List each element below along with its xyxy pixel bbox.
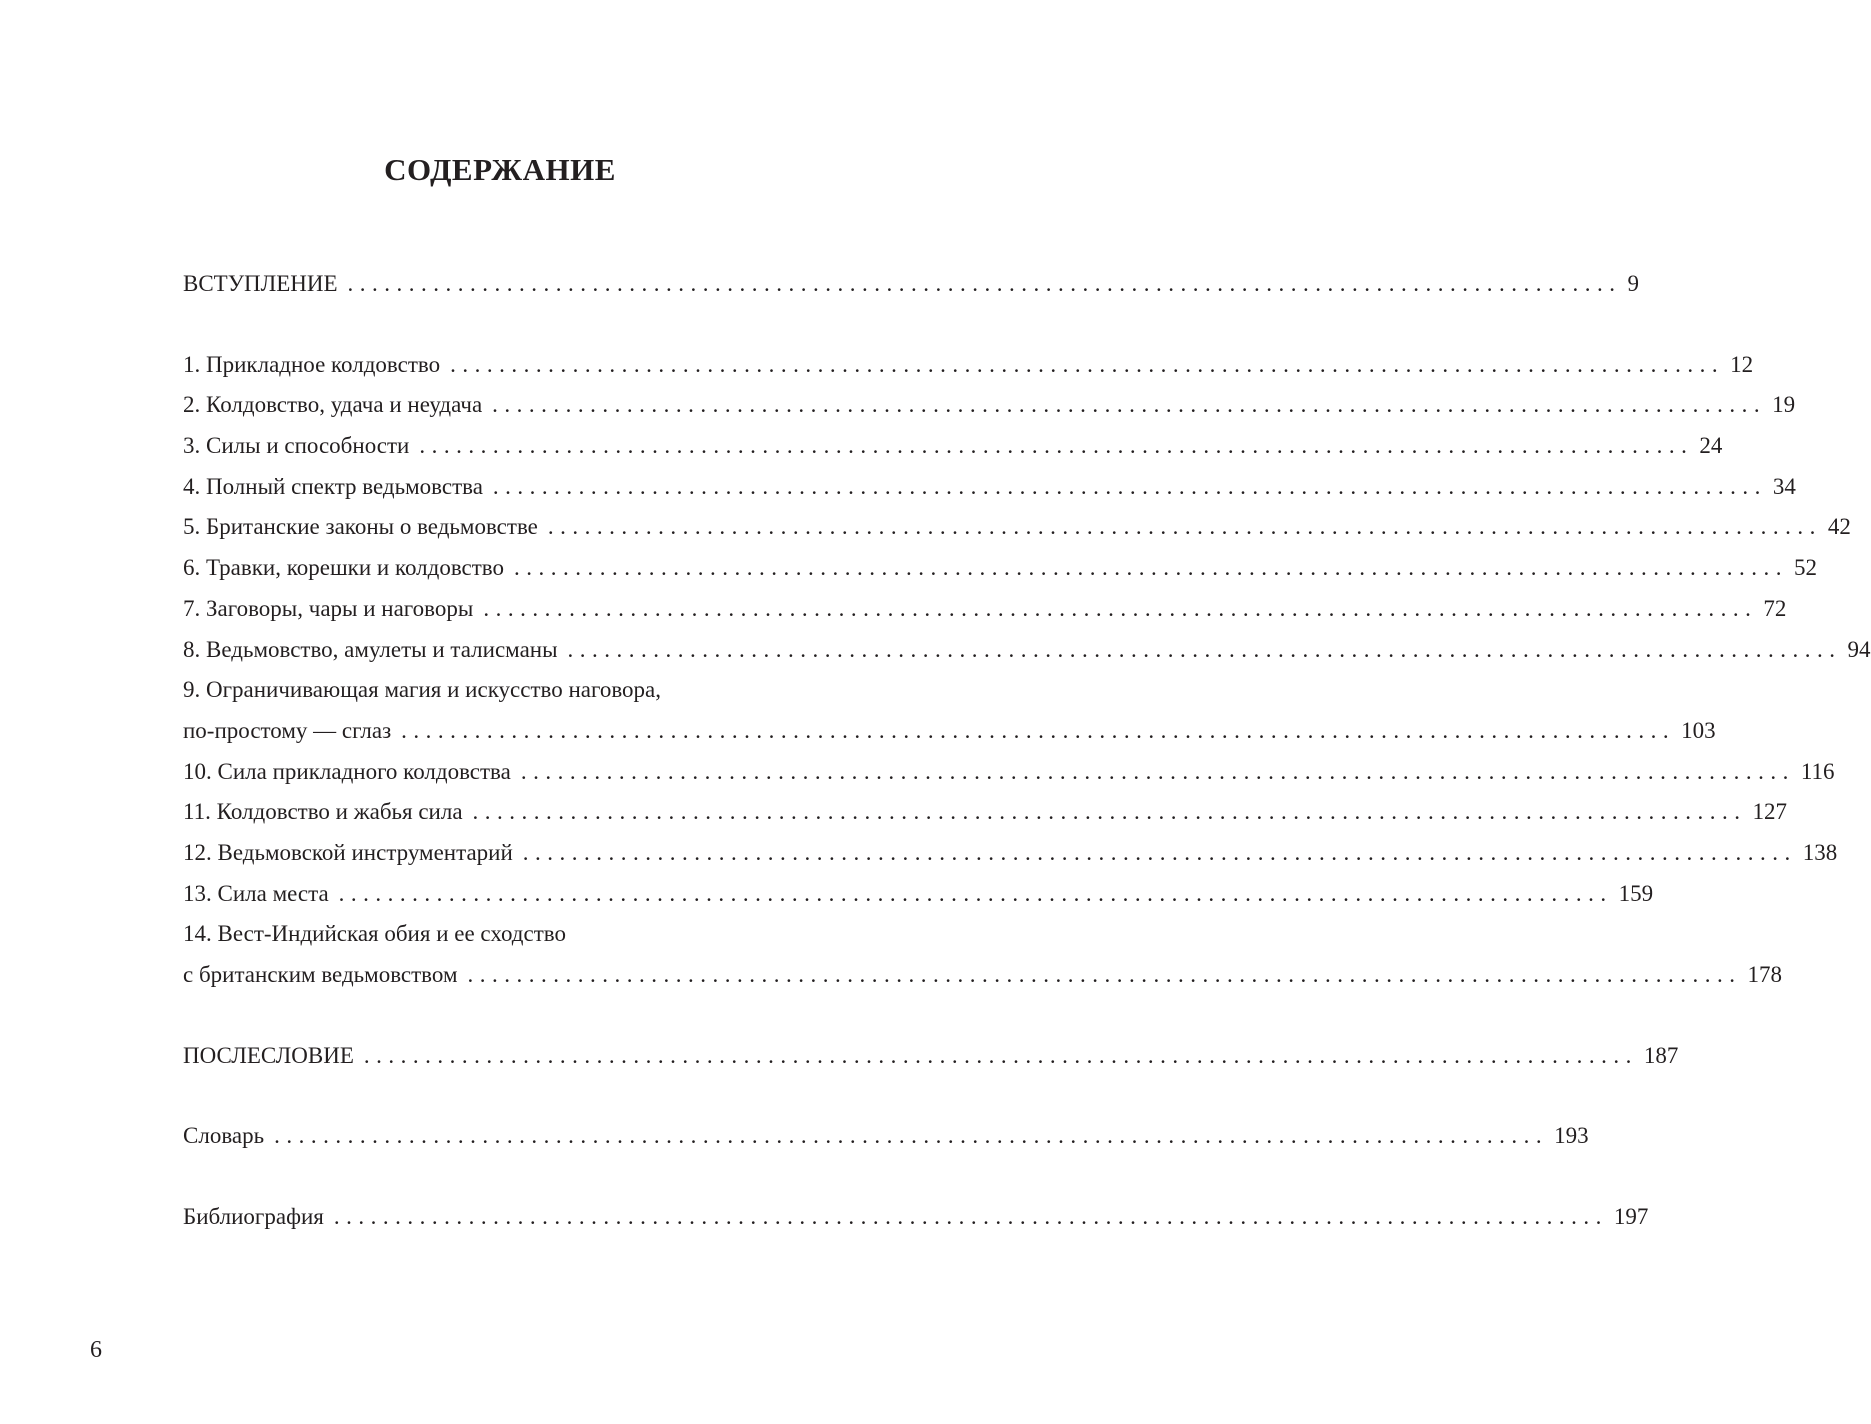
- dot-leader: ........................................................................................................: [492, 392, 1767, 418]
- toc-page-number: 9: [1627, 271, 1640, 296]
- toc-entry-title: по-простому — сглаз: [183, 717, 392, 743]
- page-title: СОДЕРЖАНИЕ: [384, 152, 616, 187]
- toc-entry-title: 3. Силы и способности: [183, 433, 410, 459]
- toc-page-number: 159: [1618, 880, 1654, 906]
- dot-leader: ........................................................................................................: [483, 595, 1758, 621]
- dot-leader: ........................................................................................................: [472, 799, 1747, 825]
- toc-entry-chapter-4[interactable]: [183, 467, 1796, 508]
- toc-entry-title: 13. Сила места: [183, 880, 329, 906]
- toc-entry-afterword[interactable]: [183, 1036, 1679, 1077]
- table-of-contents: [183, 264, 1871, 1238]
- toc-page-number: 94: [1847, 636, 1871, 662]
- toc-entry-title: 11. Колдовство и жабья сила: [183, 799, 463, 825]
- toc-entry-title: 1. Прикладное колдовство: [183, 351, 441, 377]
- dot-leader: ........................................................................................................: [520, 758, 1795, 784]
- page-number-folio: 6: [90, 1337, 102, 1363]
- toc-entry-chapter-6[interactable]: [183, 548, 1818, 589]
- toc-entry-chapter-10[interactable]: [183, 752, 1835, 793]
- toc-entry-chapter-9[interactable]: [183, 711, 1716, 752]
- toc-entry-title: 2. Колдовство, удача и неудача: [183, 392, 483, 418]
- toc-entry-title: 7. Заговоры, чары и наговоры: [183, 595, 474, 621]
- dot-leader: ........................................................................................................: [514, 555, 1789, 581]
- toc-page-number: 197: [1613, 1204, 1649, 1230]
- toc-entry-title: 10. Сила прикладного колдовства: [183, 758, 511, 784]
- toc-entry-chapter-11[interactable]: [183, 792, 1788, 833]
- dot-leader: ........................................................................................................: [401, 717, 1676, 743]
- dot-leader: ........................................................................................................: [338, 880, 1613, 906]
- dot-leader: ........................................................................................................: [363, 1042, 1638, 1068]
- toc-entry-chapter-9-line1[interactable]: 9. Ограничивающая магия и искусство наговора,: [183, 677, 662, 703]
- toc-page-number: 193: [1554, 1123, 1589, 1149]
- toc-page-number: 116: [1800, 758, 1835, 784]
- toc-entry-chapter-2[interactable]: [183, 385, 1796, 426]
- dot-leader: ........................................................................................................: [492, 473, 1767, 499]
- toc-page-number: 24: [1699, 433, 1723, 459]
- toc-page-number: 178: [1747, 962, 1782, 987]
- toc-entry-chapter-12[interactable]: [183, 833, 1838, 874]
- toc-entry-title: 12. Ведьмовской инструментарий: [183, 839, 513, 865]
- toc-page-number: 187: [1643, 1042, 1679, 1068]
- toc-page-number: 34: [1772, 473, 1796, 499]
- toc-page-number: 103: [1681, 717, 1716, 743]
- toc-entry-chapter-1[interactable]: [183, 345, 1754, 386]
- dot-leader: ........................................................................................................: [419, 433, 1694, 459]
- toc-entry-chapter-14[interactable]: [183, 955, 1782, 996]
- dot-leader: ........................................................................................................: [567, 636, 1842, 662]
- toc-entry-title: Словарь: [183, 1123, 265, 1149]
- toc-entry-title: 5. Британские законы о ведьмовстве: [183, 514, 538, 540]
- toc-page-number: 12: [1730, 351, 1754, 377]
- toc-page-number: 52: [1794, 555, 1818, 581]
- toc-page-number: 127: [1752, 799, 1788, 825]
- toc-entry-chapter-7[interactable]: [183, 589, 1787, 630]
- toc-entry-title: ПОСЛЕСЛОВИЕ: [183, 1042, 354, 1068]
- toc-entry-chapter-8[interactable]: [183, 630, 1871, 671]
- toc-entry-title: ВСТУПЛЕНИЕ: [183, 271, 338, 296]
- dot-leader: ........................................................................................................: [450, 351, 1725, 377]
- toc-entry-bibliography[interactable]: [183, 1197, 1649, 1238]
- dot-leader: ........................................................................................................: [547, 514, 1822, 540]
- toc-entry-chapter-5[interactable]: [183, 507, 1851, 548]
- toc-entry-chapter-14-line1[interactable]: 14. Вест-Индийская обия и ее сходство: [183, 921, 566, 947]
- toc-page-number: 42: [1827, 514, 1851, 540]
- toc-entry-title: 4. Полный спектр ведьмовства: [183, 473, 483, 499]
- dot-leader: ........................................................................................................: [347, 271, 1622, 296]
- toc-entry-title: 6. Травки, корешки и колдовство: [183, 555, 505, 581]
- toc-entry-intro[interactable]: [183, 264, 1640, 305]
- dot-leader: ........................................................................................................: [333, 1204, 1608, 1230]
- toc-entry-chapter-13[interactable]: [183, 874, 1654, 915]
- toc-entry-title: Библиография: [183, 1204, 324, 1230]
- toc-entry-title: 8. Ведьмовство, амулеты и талисманы: [183, 636, 558, 662]
- toc-page-number: 19: [1772, 392, 1796, 418]
- dot-leader: ........................................................................................................: [274, 1123, 1549, 1149]
- toc-page-number: 138: [1802, 839, 1838, 865]
- toc-page-number: 72: [1763, 595, 1787, 621]
- toc-entry-glossary[interactable]: [183, 1116, 1589, 1157]
- dot-leader: ........................................................................................................: [522, 839, 1797, 865]
- toc-entry-title: с британским ведьмовством: [183, 962, 458, 987]
- dot-leader: ........................................................................................................: [467, 962, 1742, 987]
- toc-entry-chapter-3[interactable]: [183, 426, 1723, 467]
